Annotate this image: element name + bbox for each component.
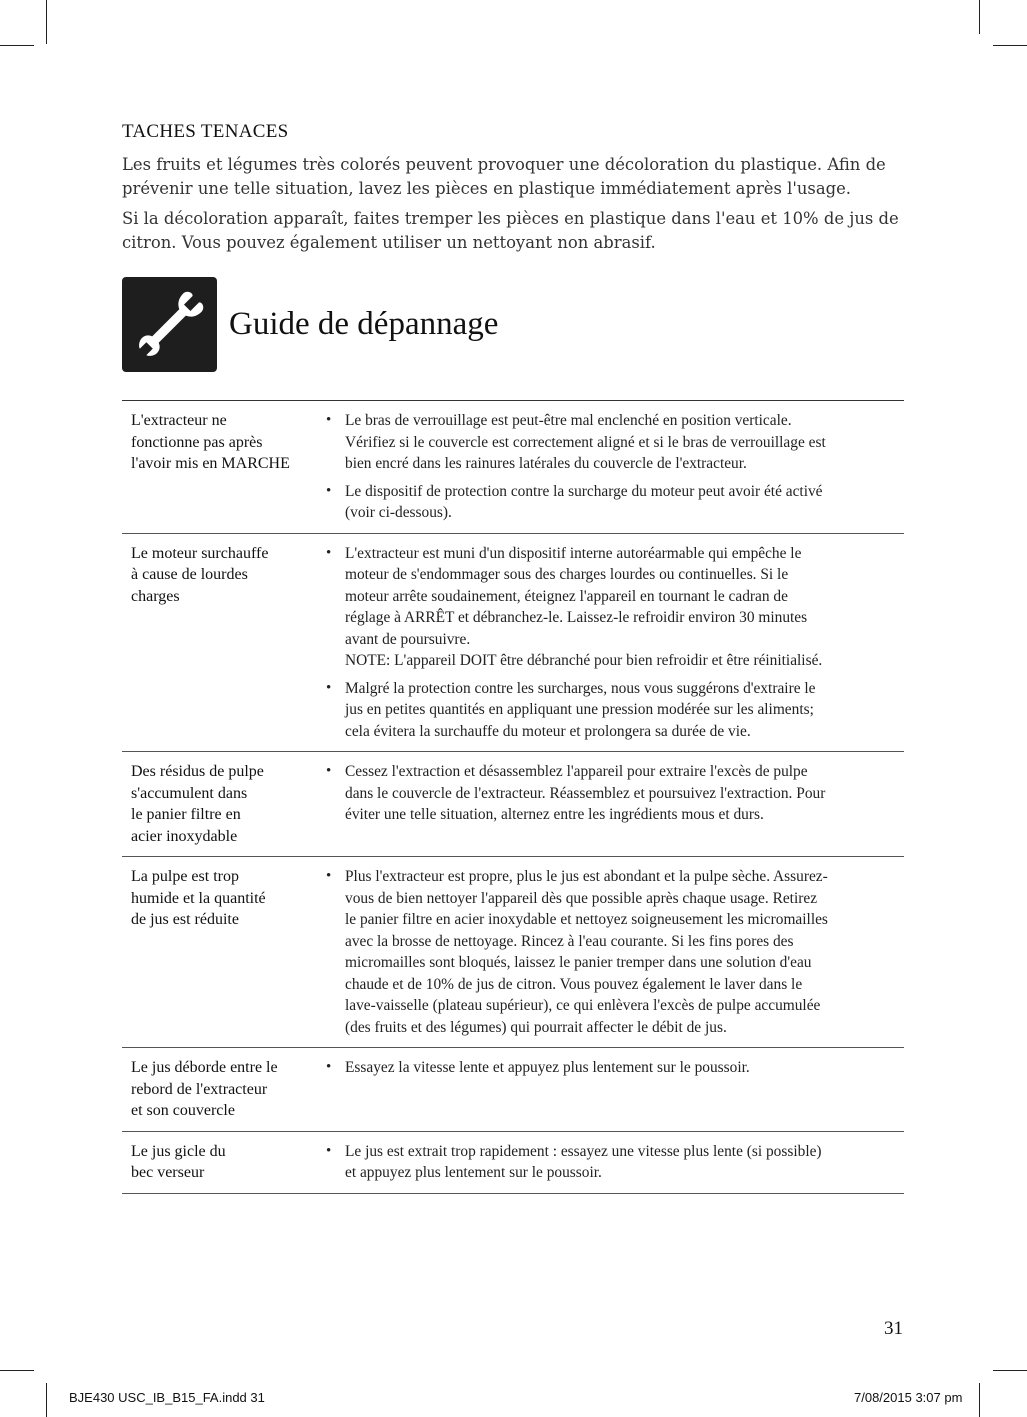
- problem-cell: La pulpe est trop humide et la quantité de jus est réduite: [131, 868, 266, 928]
- wrench-icon: [122, 277, 217, 372]
- table-row: [122, 534, 904, 753]
- solution-list: [321, 1057, 904, 1122]
- page-number: 31: [884, 1318, 903, 1339]
- solution-item: • Le dispositif de protection contre la surcharge du moteur peut avoir été activé (voir ci-dessous).: [321, 481, 904, 524]
- stains-heading: TACHES TENACES: [122, 121, 289, 142]
- guide-title: Guide de dépannage: [229, 306, 499, 342]
- stains-paragraph: Les fruits et légumes très colorés peuvent provoquer une décoloration du plastique. Afin de prévenir une telle situation, lavez les pièces en plastique immédiatement après l'usage.: [122, 155, 886, 198]
- file-slug: BJE430 USC_IB_B15_FA.indd 31: [69, 1390, 265, 1405]
- problem-cell: Le moteur surchauffe à cause de lourdes charges: [131, 544, 269, 605]
- table-row: [122, 1048, 904, 1132]
- table-row: [122, 857, 904, 1048]
- crop-mark: [46, 0, 47, 44]
- solution-list: [321, 410, 904, 524]
- date-slug: 7/08/2015 3:07 pm: [854, 1390, 963, 1405]
- crop-mark: [979, 1383, 980, 1417]
- solution-list: [321, 543, 904, 743]
- crop-mark: [46, 1383, 47, 1417]
- solution-item: • Essayez la vitesse lente et appuyez plus lentement sur le poussoir.: [321, 1057, 904, 1079]
- solution-item: • Le bras de verrouillage est peut-être mal enclenché en position verticale. Vérifiez si le couvercle est correctement aligné et si le bras de verrouillage est bien encré dans les rainures latérales du couvercle de l'extracteur.: [321, 410, 904, 475]
- problem-cell: L'extracteur ne fonctionne pas après l'avoir mis en MARCHE: [131, 412, 290, 472]
- table-row: [122, 752, 904, 857]
- problem-cell: Le jus déborde entre le rebord de l'extracteur et son couvercle: [131, 1059, 278, 1119]
- crop-mark: [0, 45, 34, 46]
- table-row: [122, 401, 904, 534]
- problem-cell: Des résidus de pulpe s'accumulent dans le panier filtre en acier inoxydable: [131, 763, 264, 845]
- solution-list: [321, 1141, 904, 1184]
- solution-item: • Le jus est extrait trop rapidement : essayez une vitesse plus lente (si possible) et appuyez plus lentement sur le poussoir.: [321, 1141, 904, 1184]
- crop-mark: [993, 45, 1027, 46]
- crop-mark: [0, 1370, 34, 1371]
- solution-item: • Malgré la protection contre les surcharges, nous vous suggérons d'extraire le jus en petites quantités en appliquant une pression modérée sur les aliments; cela évitera la surchauffe du moteur et prolongera sa durée de vie.: [321, 678, 904, 743]
- stains-paragraph: Si la décoloration apparaît, faites tremper les pièces en plastique dans l'eau et 10% de jus de citron. Vous pouvez également utiliser un nettoyant non abrasif.: [122, 209, 899, 252]
- crop-mark: [979, 0, 980, 34]
- troubleshooting-table: [122, 400, 904, 1194]
- table-row: [122, 1132, 904, 1194]
- solution-list: [321, 866, 904, 1038]
- crop-mark: [993, 1370, 1027, 1371]
- stains-section: [122, 121, 902, 261]
- guide-header: [122, 277, 498, 372]
- solution-item: • L'extracteur est muni d'un dispositif interne autoréarmable qui empêche le moteur de s'endommager sous des charges lourdes ou continuelles. Si le moteur arrête soudainement, éteignez l'appareil en tournant le cadran de réglage à ARRÊT et débranchez-le. Laissez-le refroidir environ 30 minutes avant de poursuivre. NOTE: L'appareil DOIT être débranché pour bien refroidir et être réinitialisé.: [321, 543, 904, 672]
- solution-item: • Cessez l'extraction et désassemblez l'appareil pour extraire l'excès de pulpe dans le couvercle de l'extracteur. Réassemblez et poursuivez l'extraction. Pour éviter une telle situation, alternez entre les ingrédients mous et durs.: [321, 761, 904, 826]
- solution-list: [321, 761, 904, 847]
- problem-cell: Le jus gicle du bec verseur: [131, 1142, 226, 1181]
- solution-item: • Plus l'extracteur est propre, plus le jus est abondant et la pulpe sèche. Assurez- vous de bien nettoyer l'appareil dès que possible après chaque usage. Retirez le panier filtre en acier inoxydable et nettoyez soigneusement les micromailles avec la brosse de nettoyage. Rincez à l'eau courante. Si les fins pores des micromailles sont bloqués, laissez le panier tremper dans une solution d'eau chaude et de 10% de jus de citron. Vous pouvez également le laver dans le lave-vaisselle (plateau supérieur), ce qui enlèvera l'excès de pulpe accumulée (des fruits et des légumes) qui pourrait affecter le débit de jus.: [321, 866, 904, 1038]
